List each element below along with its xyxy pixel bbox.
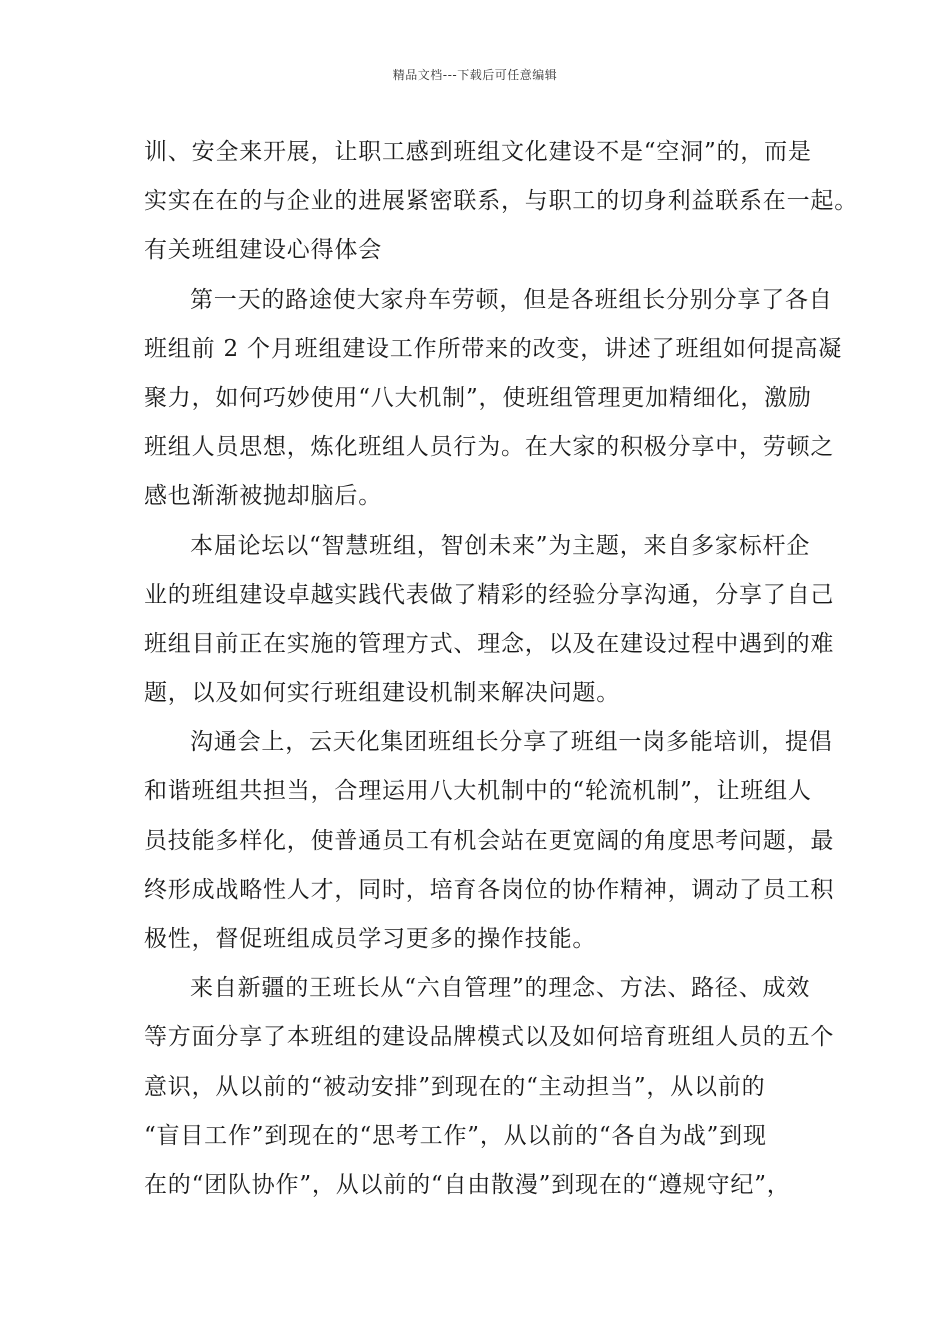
- text-line: 第一天的路途使大家舟车劳顿，但是各班组长分别分享了各自: [190, 286, 833, 313]
- text-line: 班组目前正在实施的管理方式、理念，以及在建设过程中遇到的难: [144, 630, 835, 657]
- body-text: [144, 128, 858, 1210]
- text-line: 训、安全来开展，让职工感到班组文化建设不是“空洞”的，而是: [144, 139, 812, 165]
- text-line: 班组人员思想，炼化班组人员行为。在大家的积极分享中，劳顿之: [144, 434, 835, 461]
- text-line: 终形成战略性人才，同时，培育各岗位的协作精神，调动了员工积: [144, 876, 835, 903]
- text-line: 极性，督促班组成员学习更多的操作技能。: [144, 926, 597, 952]
- text-line: 实实在在的与企业的进展紧密联系，与职工的切身利益联系在一起。: [144, 188, 858, 215]
- page-header: 精品文档---下载后可任意编辑: [392, 68, 558, 82]
- text-line: 员技能多样化，使普通员工有机会站在更宽阔的角度思考问题，最: [144, 827, 835, 854]
- text-line: 在的“团队协作”，从以前的“自由散漫”到现在的“遵规守纪”，: [144, 1171, 791, 1198]
- text-line: 题，以及如何实行班组建设机制来解决问题。: [144, 680, 620, 707]
- text-line: 来自新疆的王班长从“六自管理”的理念、方法、路径、成效: [190, 975, 811, 1002]
- text-line: 班组前 2 个月班组建设工作所带来的改变，讲述了班组如何提高凝: [144, 335, 843, 362]
- text-line: 本届论坛以“智慧班组，智创未来”为主题，来自多家标杆企: [190, 532, 811, 559]
- text-line: 业的班组建设卓越实践代表做了精彩的经验分享沟通，分享了自己: [144, 581, 835, 608]
- section-heading: 有关班组建设心得体会: [144, 237, 382, 264]
- text-line: 意识，从以前的“被动安排”到现在的“主动担当”，从以前的: [144, 1073, 766, 1100]
- text-line: 等方面分享了本班组的建设品牌模式以及如何培育班组人员的五个: [144, 1024, 835, 1051]
- text-line: 感也渐渐被抛却脑后。: [144, 483, 382, 510]
- text-line: 沟通会上，云天化集团班组长分享了班组一岗多能培训，提倡: [190, 729, 833, 756]
- text-line: 和谐班组共担当，合理运用八大机制中的“轮流机制”，让班组人: [144, 778, 812, 805]
- text-line: 聚力，如何巧妙使用“八大机制”，使班组管理更加精细化，激励: [144, 384, 812, 411]
- text-line: “盲目工作”到现在的“思考工作”，从以前的“各自为战”到现: [144, 1122, 767, 1149]
